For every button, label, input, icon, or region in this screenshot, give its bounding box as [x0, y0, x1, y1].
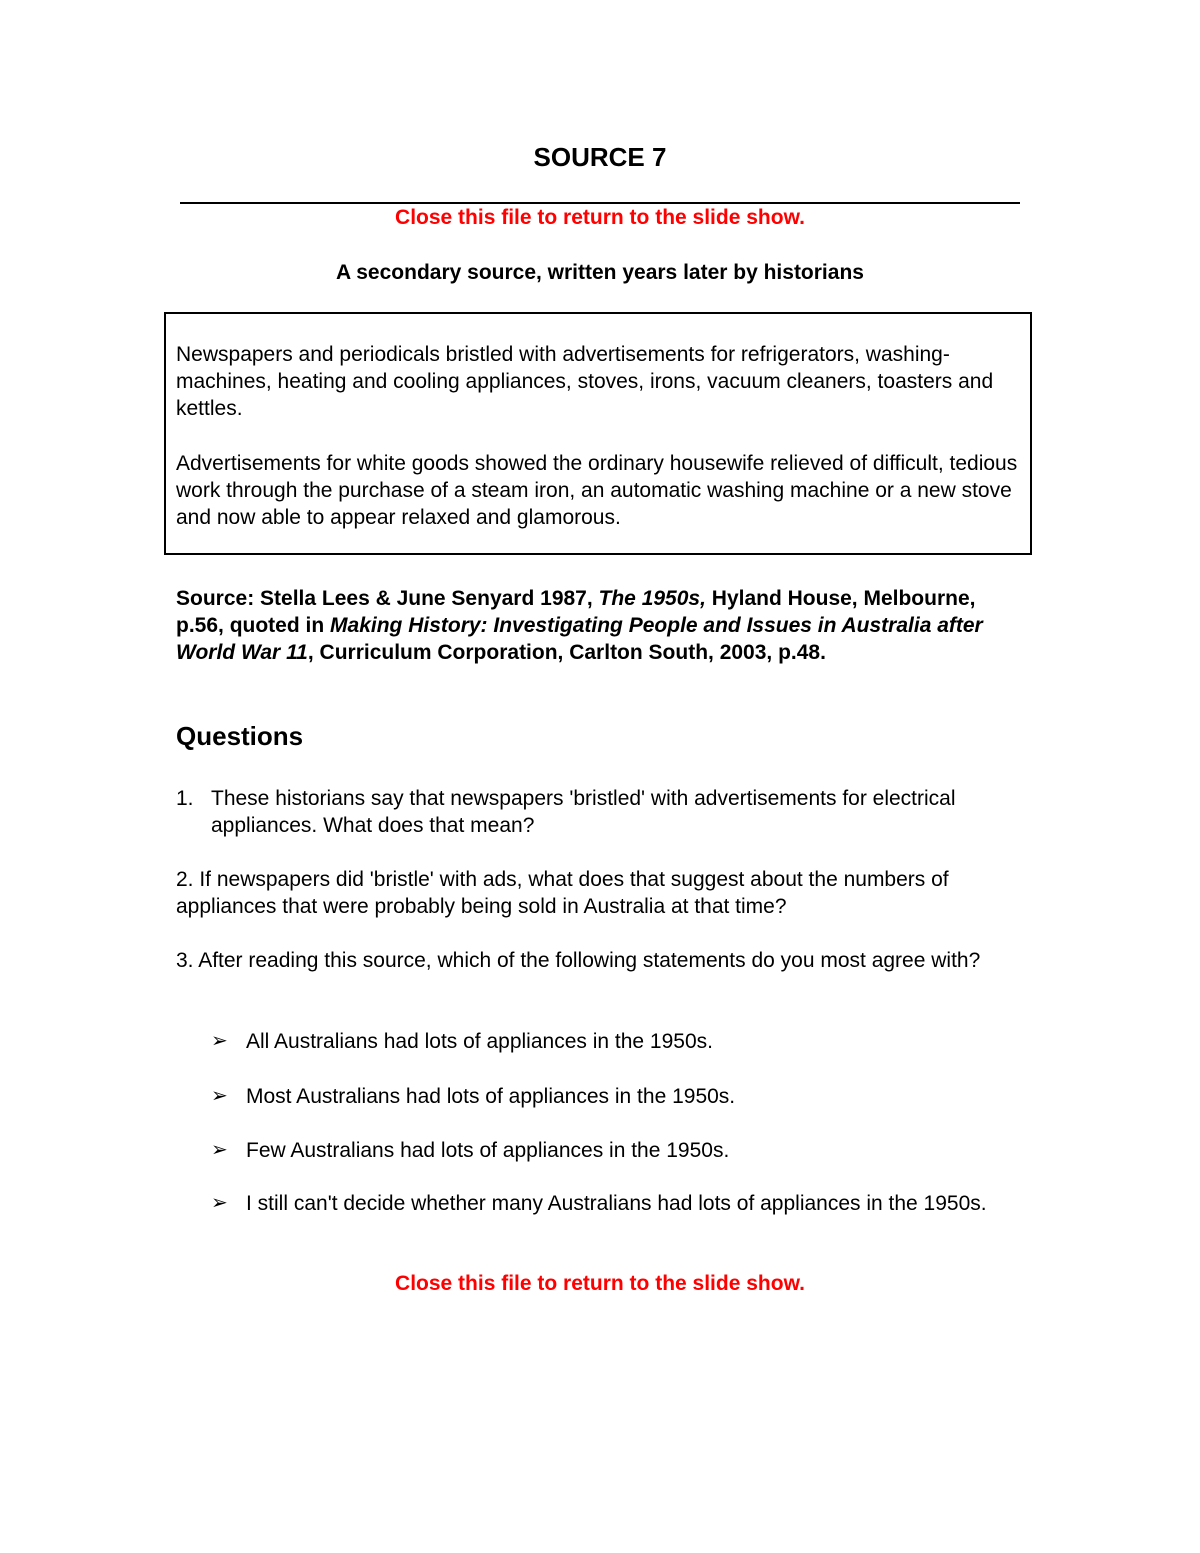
citation-prefix: Source: Stella Lees & June Senyard 1987, [176, 587, 599, 610]
question-1-number: 1. [176, 787, 194, 810]
citation-suffix: , Curriculum Corporation, Carlton South, 2003, p.48. [307, 641, 826, 664]
questions-heading: Questions [176, 721, 304, 751]
citation-middle: Hyland House, Melbourne, p.56, quoted in [176, 587, 976, 637]
page-title: SOURCE 7 [533, 142, 667, 172]
citation-work-title: Making History: Investigating People and Issues in Australia after World War 11 [176, 614, 983, 664]
quote-paragraph-2: Advertisements for white goods showed the ordinary housewife relieved of difficult, tedious work through the purchase of a steam iron, an automatic washing machine or a new stove and now able to appear relaxed and glamorous. [176, 452, 1018, 529]
arrow-bullet-icon: ➢ [211, 1028, 228, 1052]
close-file-link-bottom[interactable]: Close this file to return to the slide show. [395, 1272, 805, 1295]
question-3-text: 3. After reading this source, which of the following statements do you most agree with? [176, 949, 981, 972]
quote-paragraph-1: Newspapers and periodicals bristled with advertisements for refrigerators, washing-machines, heating and cooling appliances, stoves, irons, vacuum cleaners, toasters and kettles. [176, 343, 994, 420]
option-undecided: I still can't decide whether many Australians had lots of appliances in the 1950s. [246, 1192, 987, 1215]
question-2-text: 2. If newspapers did 'bristle' with ads, what does that suggest about the numbers of appliances that were probably being sold in Australia at that time? [176, 868, 949, 918]
citation-book-title: The 1950s, [598, 587, 706, 610]
option-few-australians: Few Australians had lots of appliances in the 1950s. [246, 1139, 730, 1162]
arrow-bullet-icon: ➢ [211, 1190, 228, 1214]
close-file-link-top[interactable]: Close this file to return to the slide show. [395, 206, 805, 229]
option-most-australians: Most Australians had lots of appliances in the 1950s. [246, 1085, 736, 1108]
source-citation [176, 585, 1006, 666]
arrow-bullet-icon: ➢ [211, 1137, 228, 1161]
option-all-australians: All Australians had lots of appliances in the 1950s. [246, 1030, 713, 1053]
question-1-text: These historians say that newspapers 'bristled' with advertisements for electrical appliances. What does that mean? [211, 787, 956, 837]
source-type-subtitle: A secondary source, written years later by historians [336, 261, 864, 284]
arrow-bullet-icon: ➢ [211, 1083, 228, 1107]
